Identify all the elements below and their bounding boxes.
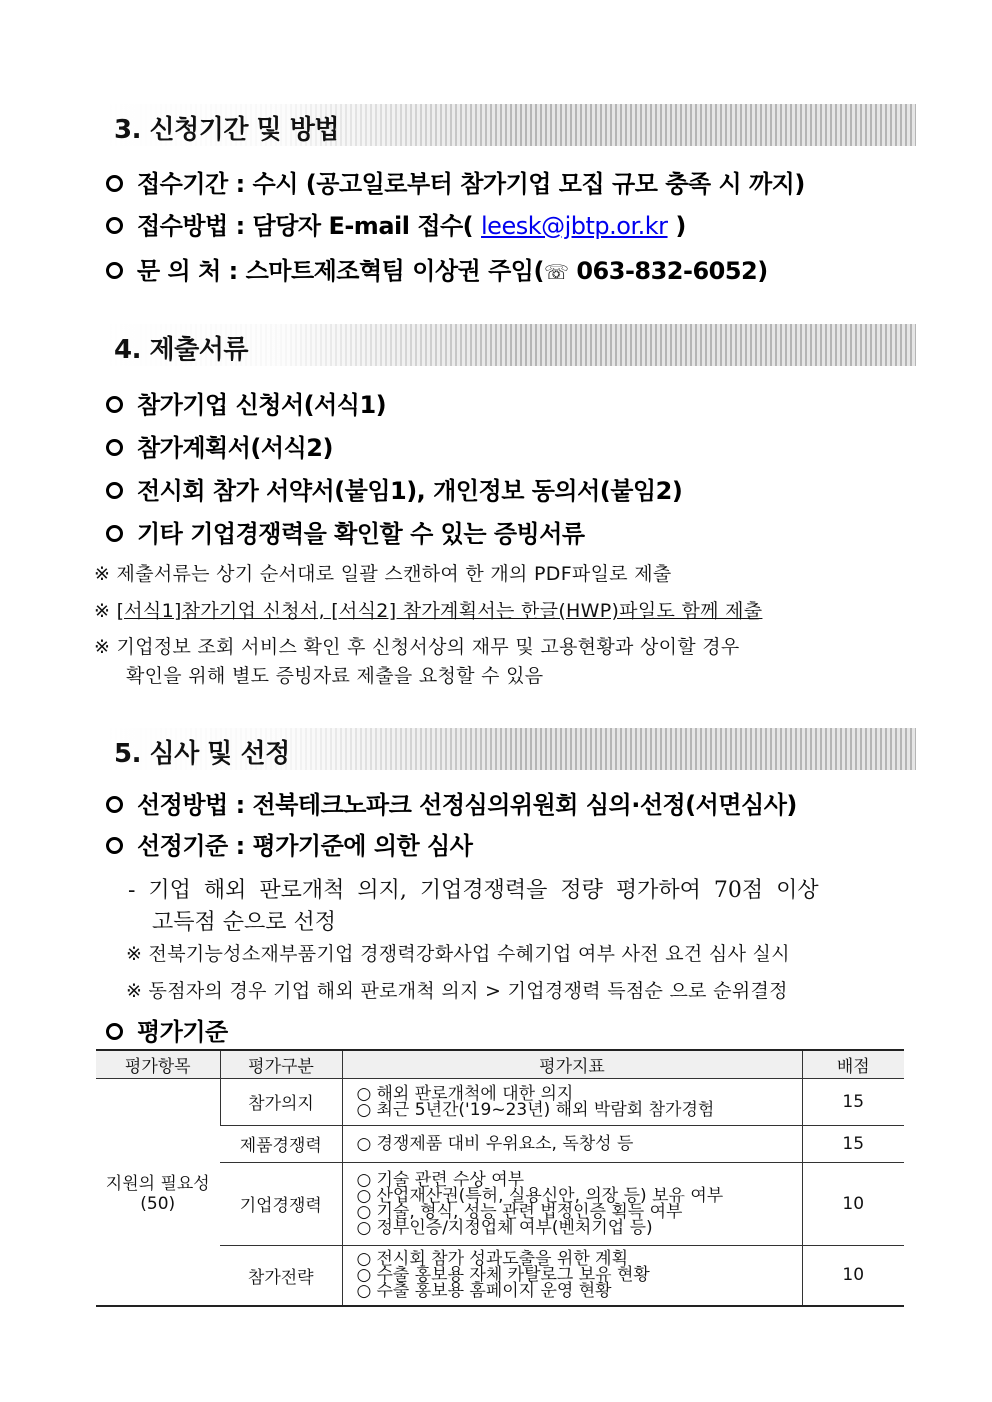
circle-bullet-icon	[106, 439, 123, 456]
header-eval-item: 평가항목	[96, 1050, 220, 1078]
note-verify-line2: 확인을 위해 별도 증빙자료 제출을 요청할 수 있음	[126, 665, 544, 687]
bullet-item-selection-method: 선정방법 : 전북테크노파크 선정심의위원회 심의·선정(서면심사)	[106, 785, 797, 819]
bullet-item-contact: 문 의 처 : 스마트제조혁팀 이상권 주임(☏ 063-832-6052)	[106, 251, 768, 285]
section-title: 5. 심사 및 선정	[114, 739, 290, 769]
circle-bullet-icon	[106, 217, 123, 234]
circle-bullet-icon	[106, 837, 123, 854]
division-cell: 제품경쟁력	[220, 1125, 342, 1162]
division-cell: 참가전략	[220, 1245, 342, 1306]
bullet-item-doc-3: 전시회 참가 서약서(붙임1), 개인정보 동의서(붙임2)	[106, 471, 682, 505]
indicator-cell: ○ 해외 판로개척에 대한 의지 ○ 최근 5년간('19~23년) 해외 박람회 참가경험	[342, 1078, 802, 1125]
bullet-item-reception-method: 접수방법 : 담당자 E-mail 접수( leesk@jbtp.or.kr )	[106, 206, 686, 240]
circle-bullet-icon	[106, 525, 123, 542]
bullet-item-doc-1: 참가기업 신청서(서식1)	[106, 385, 386, 419]
indicator-cell: ○ 경쟁제품 대비 우위요소, 독창성 등	[342, 1125, 802, 1162]
table-row	[96, 1078, 904, 1125]
circle-bullet-icon	[106, 482, 123, 499]
header-eval-indicator: 평가지표	[342, 1050, 802, 1078]
section-header-4	[100, 324, 916, 366]
bullet-item-doc-2: 참가계획서(서식2)	[106, 428, 333, 462]
section-header-5	[100, 728, 916, 770]
criteria-detail-line1: - 기업 해외 판로개척 의지, 기업경쟁력을 정량 평가하여 70점 이상	[128, 878, 819, 903]
score-cell: 15	[802, 1125, 904, 1162]
section-header-3	[100, 104, 916, 146]
email-link[interactable]: leesk@jbtp.or.kr	[481, 212, 668, 240]
section-title: 4. 제출서류	[114, 335, 248, 365]
bullet-item-selection-criteria: 선정기준 : 평가기준에 의한 심사	[106, 826, 472, 860]
indicator-cell: ○ 기술 관련 수상 여부 ○ 산업재산권(특허, 실용신안, 의장 등) 보유 여부 ○ 기술, 형식, 성능 관련 법정인증 획득 여부 ○ 정부인증/지정업체 여부(벤처기업 등)	[342, 1162, 802, 1245]
table-header-row	[96, 1050, 904, 1078]
circle-bullet-icon	[106, 396, 123, 413]
indicator-cell: ○ 전시회 참가 성과도출을 위한 계획 ○ 수출 홍보용 자체 카탈로그 보유 현황 ○ 수출 홍보용 홈페이지 운영 현황	[342, 1245, 802, 1306]
circle-bullet-icon	[106, 175, 123, 192]
score-cell: 15	[802, 1078, 904, 1125]
circle-bullet-icon	[106, 796, 123, 813]
circle-bullet-icon	[106, 262, 123, 279]
note-hwp: ※ [서식1]참가기업 신청서, [서식2] 참가계획서는 한글(HWP)파일도 함께 제출	[94, 600, 763, 622]
category-cell: 지원의 필요성 (50)	[96, 1078, 220, 1306]
bullet-item-doc-4: 기타 기업경쟁력을 확인할 수 있는 증빙서류	[106, 514, 585, 548]
note-prereq: ※ 전북기능성소재부품기업 경쟁력강화사업 수혜기업 여부 사전 요건 심사 실시	[126, 943, 790, 965]
division-cell: 기업경쟁력	[220, 1162, 342, 1245]
criteria-detail-line2: 고득점 순으로 선정	[152, 910, 337, 935]
header-eval-division: 평가구분	[220, 1050, 342, 1078]
division-cell: 참가의지	[220, 1078, 342, 1125]
note-tie: ※ 동점자의 경우 기업 해외 판로개척 의지 > 기업경쟁력 득점순 으로 순위결정	[126, 980, 788, 1002]
header-score: 배점	[802, 1050, 904, 1078]
circle-bullet-icon	[106, 1023, 123, 1040]
note-verify-line1: ※ 기업정보 조회 서비스 확인 후 신청서상의 재무 및 고용현황과 상이할 경우	[94, 636, 740, 658]
phone-icon: ☏	[543, 260, 569, 284]
section-title: 3. 신청기간 및 방법	[114, 115, 339, 145]
evaluation-table	[96, 1049, 904, 1307]
score-cell: 10	[802, 1245, 904, 1306]
score-cell: 10	[802, 1162, 904, 1245]
bullet-item-eval-criteria: 평가기준	[106, 1012, 228, 1046]
note-scan: ※ 제출서류는 상기 순서대로 일괄 스캔하여 한 개의 PDF파일로 제출	[94, 563, 672, 585]
bullet-item-reception-period: 접수기간 : 수시 (공고일로부터 참가기업 모집 규모 충족 시 까지)	[106, 164, 805, 198]
